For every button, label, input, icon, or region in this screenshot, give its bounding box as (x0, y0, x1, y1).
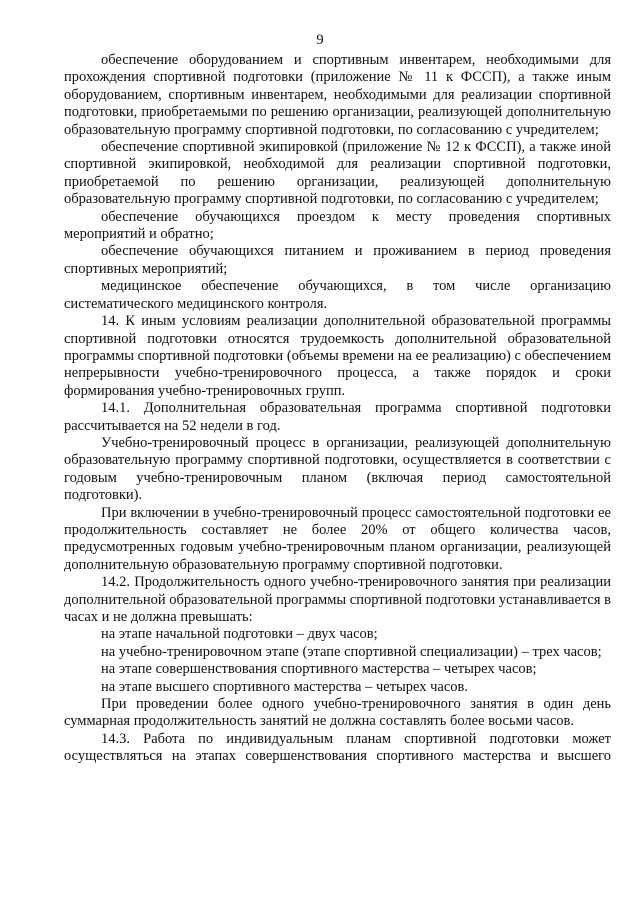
paragraph-food-lodging: обеспечение обучающихся питанием и проживанием в период проведения спортивных мероприятий; (64, 243, 611, 277)
document-body (64, 52, 611, 766)
paragraph-section-14-3: 14.3. Работа по индивидуальным планам спортивной подготовки может осуществляться на этапах совершенствования спортивного мастерства и высшего (64, 730, 611, 765)
paragraph-initial-stage: на этапе начальной подготовки – двух часов; (101, 626, 378, 643)
paragraph-self-study: При включении в учебно-тренировочный процесс самостоятельной подготовки ее продолжительность составляет не более 20% от общего количества часов, предусмотренных годовым учебно-тренировочным планом организации, реализующей дополнительную образовательную программу спортивной подготовки. (64, 504, 611, 573)
paragraph-sports-gear: обеспечение спортивной экипировкой (приложение № 12 к ФССП), а также иной спортивной экипировкой, необходимой для реализации спортивной подготовки, приобретаемой по решению организации, реализующей дополнительную образовательную программу спортивной подготовки, по согласованию с учредителем; (64, 139, 611, 208)
paragraph-training-stage: на учебно-тренировочном этапе (этапе спортивной специализации) – трех часов; (101, 643, 602, 660)
paragraph-annual-plan: Учебно-тренировочный процесс в организации, реализующей дополнительную образовательную программу спортивной подготовки, осуществляется в соответствии с годовым учебно-тренировочным планом (включая период самостоятельной подготовки). (64, 434, 611, 504)
paragraph-section-14-1: 14.1. Дополнительная образовательная программа спортивной подготовки рассчитывается на 52 недели в год. (64, 400, 611, 434)
paragraph-highest-mastery-stage: на этапе высшего спортивного мастерства – четырех часов. (101, 678, 469, 695)
paragraph-travel: обеспечение обучающихся проездом к месту проведения спортивных мероприятий и обратно; (64, 208, 611, 243)
paragraph-section-14: 14. К иным условиям реализации дополнительной образовательной программы спортивной подготовки относятся трудоемкость дополнительной образовательной программы спортивной подготовки (объемы времени на ее реализацию) с обеспечением непрерывности учебно-тренировочного процесса, а также порядок и сроки формирования учебно-тренировочных групп. (64, 313, 611, 399)
paragraph-mastery-stage: на этапе совершенствования спортивного мастерства – четырех часов; (101, 661, 537, 678)
paragraph-daily-limit: При проведении более одного учебно-тренировочного занятия в один день суммарная продолжительность занятий не должна составлять более восьми часов. (64, 696, 611, 730)
paragraph-equipment: обеспечение оборудованием и спортивным инвентарем, необходимыми для прохождения спортивной подготовки (приложение № 11 к ФССП), а также иным оборудованием, спортивным инвентарем, необходимыми для реализации спортивной подготовки, приобретаемыми по решению организации, реализующей дополнительную образовательную программу спортивной подготовки, по согласованию с учредителем; (64, 52, 611, 138)
paragraph-medical: медицинское обеспечение обучающихся, в том числе организацию систематического медицинского контроля. (64, 278, 611, 312)
paragraph-section-14-2: 14.2. Продолжительность одного учебно-тренировочного занятия при реализации дополнительной образовательной программы спортивной подготовки устанавливается в часах и не должна превышать: (64, 574, 611, 625)
page-number: 9 (316, 32, 324, 48)
